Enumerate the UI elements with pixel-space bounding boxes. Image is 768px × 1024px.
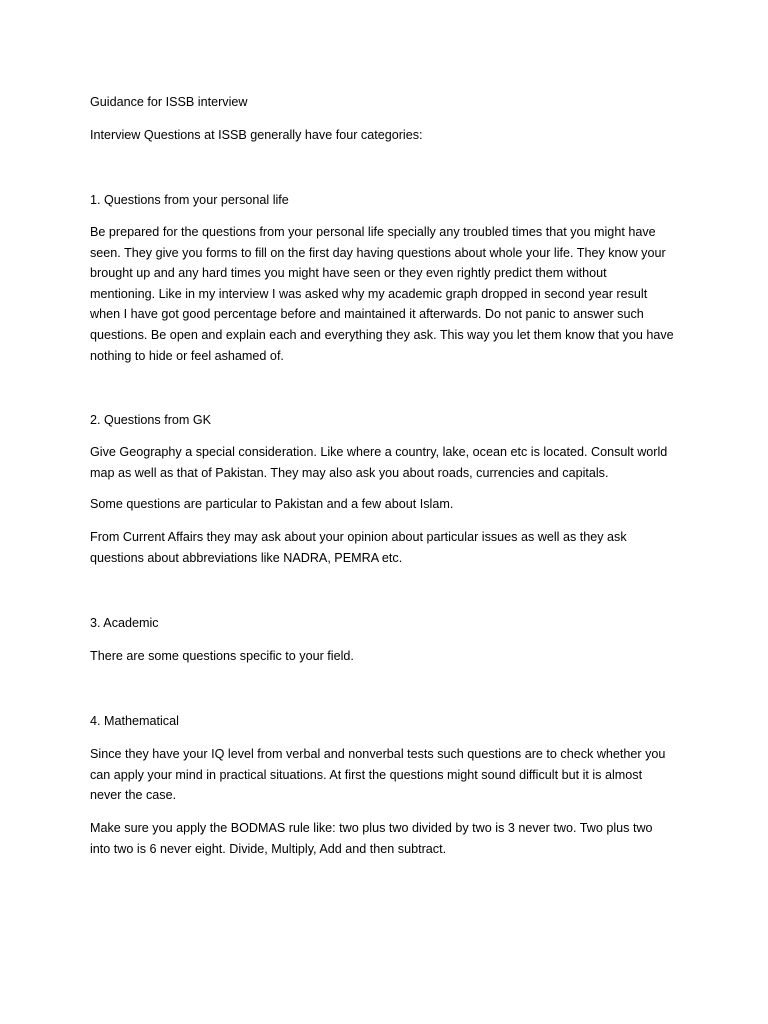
section-paragraph: Give Geography a special consideration. Like where a country, lake, ocean etc is located. Consult world map as well as that of Pakistan. They may also ask you about roads, currencies and capitals. [90,445,668,480]
section-paragraph: Some questions are particular to Pakistan and a few about Islam. [90,497,454,511]
section-paragraph: Since they have your IQ level from verbal and nonverbal tests such questions are to check whether you can apply your mind in practical situations. At first the questions might sound difficult but it is almost never the case. [90,747,666,803]
section-paragraph: Make sure you apply the BODMAS rule like: two plus two divided by two is 3 never two. Two plus two into two is 6 never eight. Divide, Multiply, Add and then subtract. [90,821,653,856]
document-title: Guidance for ISSB interview [90,95,248,109]
section-paragraph: There are some questions specific to your field. [90,649,354,663]
section-paragraph: From Current Affairs they may ask about your opinion about particular issues as well as they ask questions about abbreviations like NADRA, PEMRA etc. [90,530,627,565]
section-heading-gk: 2. Questions from GK [90,413,212,427]
intro-paragraph: Interview Questions at ISSB generally have four categories: [90,128,423,142]
section-heading-personal-life: 1. Questions from your personal life [90,193,289,207]
section-heading-academic: 3. Academic [90,616,159,630]
section-paragraph: Be prepared for the questions from your personal life specially any troubled times that you might have seen. They give you forms to fill on the first day having questions about whole your life. They know your brought up and any hard times you might have seen or they even rightly predict them without mentioning. Like in my interview I was asked why my academic graph dropped in second year result when I have got good percentage before and maintained it afterwards. Do not panic to answer such questions. Be open and explain each and everything they ask. This way you let them know that you have nothing to hide or feel ashamed of. [90,225,674,363]
section-heading-mathematical: 4. Mathematical [90,714,179,728]
